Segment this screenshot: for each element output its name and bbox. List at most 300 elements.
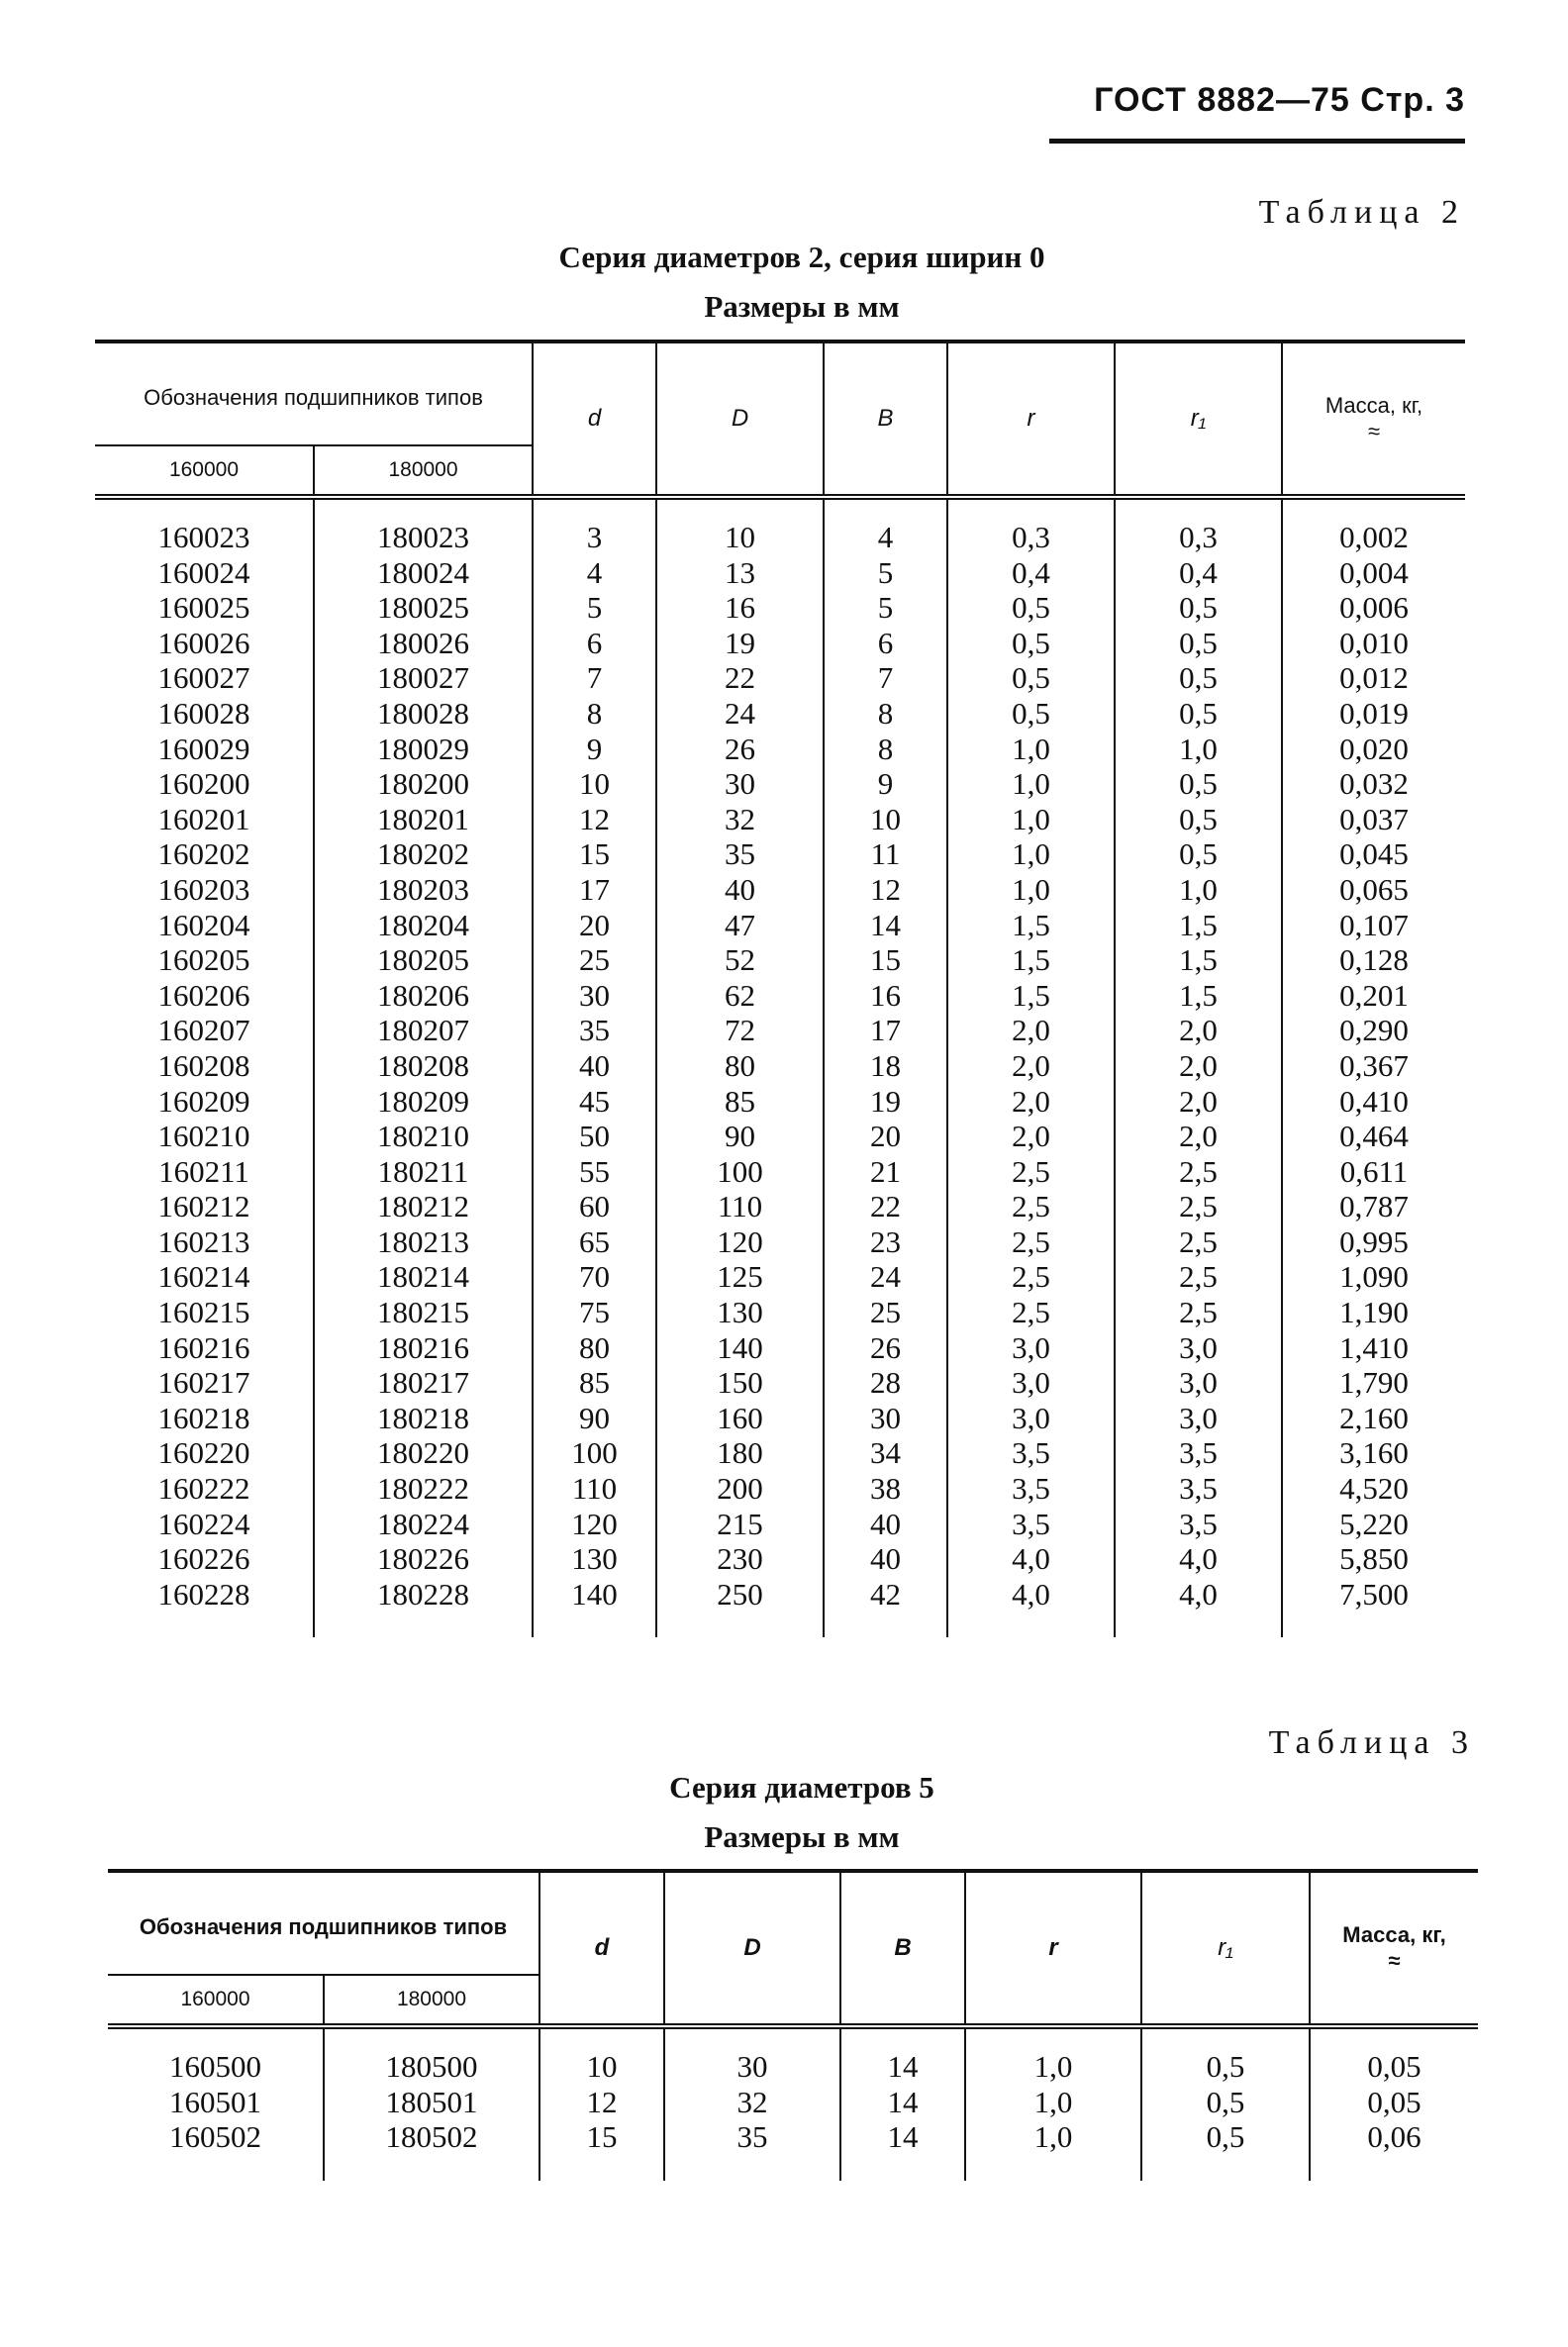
table-row (95, 1507, 1465, 1542)
table2-cell-D: 62 (656, 978, 824, 1014)
table2-cell-r: 2,0 (947, 1084, 1115, 1120)
table2-cell-B: 42 (824, 1577, 947, 1613)
table3 (108, 1869, 1478, 2181)
table2-cell-B: 21 (824, 1154, 947, 1190)
table2-cell-type1: 160208 (157, 1047, 250, 1083)
table2-cell-D: 30 (656, 766, 824, 802)
table2-cell-d: 35 (533, 1013, 656, 1048)
table2-cell-r: 0,4 (947, 555, 1115, 591)
table2-cell-r1: 1,0 (1115, 872, 1282, 908)
table2-col-r1: r₁ (1115, 342, 1282, 497)
table3-cell-d: 15 (539, 2119, 664, 2155)
table2-cell-B: 18 (824, 1048, 947, 1084)
table2-cell-type1: 160206 (157, 977, 250, 1013)
table2-cell-type1: 160213 (157, 1223, 250, 1259)
table2-cell-r1: 2,0 (1115, 1013, 1282, 1048)
table2-cell-type2: 180028 (314, 696, 533, 732)
table2-col-r: r (947, 342, 1115, 497)
table2-cell-d: 50 (533, 1119, 656, 1154)
table2-cell-mass: 0,002 (1282, 520, 1465, 555)
table3-col-type2: 180000 (324, 1975, 539, 2026)
table2-cell-D: 19 (656, 626, 824, 661)
table2-col-B: B (824, 342, 947, 497)
document-reference: ГОСТ 8882—75 Стр. 3 (1094, 81, 1465, 119)
table2-cell-d: 25 (533, 942, 656, 978)
table2-col-mass: Масса, кг, ≈ (1282, 342, 1465, 497)
table2-cell-B: 12 (824, 872, 947, 908)
table3-cell-type1: 160501 (169, 2084, 261, 2119)
table3-cell-type2: 180500 (324, 2049, 539, 2085)
table2-cell-type1: 160026 (157, 625, 250, 660)
table-row (95, 1541, 1465, 1577)
table-row (108, 2119, 1478, 2155)
table2-cell-B: 4 (824, 520, 947, 555)
table2-cell-type1: 160023 (157, 520, 250, 554)
table-row (95, 626, 1465, 661)
table2-cell-r1: 0,5 (1115, 836, 1282, 872)
table-row (108, 2085, 1478, 2120)
table3-cell-type2: 180502 (324, 2119, 539, 2155)
table3-cell-mass: 0,05 (1310, 2049, 1478, 2085)
table2-cell-mass: 1,790 (1282, 1365, 1465, 1401)
table2-cell-r: 1,5 (947, 908, 1115, 943)
table2-cell-d: 17 (533, 872, 656, 908)
table2-cell-type2: 180203 (314, 872, 533, 908)
table2-cell-type2: 180208 (314, 1048, 533, 1084)
table2-cell-mass: 0,611 (1282, 1154, 1465, 1190)
table2-cell-B: 5 (824, 590, 947, 626)
table2-cell-mass: 0,290 (1282, 1013, 1465, 1048)
table2-cell-r: 0,5 (947, 590, 1115, 626)
table-row (95, 590, 1465, 626)
table2-cell-r1: 0,5 (1115, 660, 1282, 696)
table2-cell-D: 47 (656, 908, 824, 943)
table2-cell-B: 40 (824, 1541, 947, 1577)
table2-cell-B: 28 (824, 1365, 947, 1401)
table2-cell-D: 32 (656, 802, 824, 837)
table2-cell-type1: 160201 (157, 801, 250, 836)
table3-cell-mass: 0,06 (1310, 2119, 1478, 2155)
table2-cell-B: 10 (824, 802, 947, 837)
table2-cell-r1: 2,5 (1115, 1154, 1282, 1190)
table2-cell-B: 15 (824, 942, 947, 978)
table2-cell-B: 7 (824, 660, 947, 696)
table2-cell-D: 13 (656, 555, 824, 591)
table2-cell-r1: 3,0 (1115, 1330, 1282, 1366)
table2-cell-B: 24 (824, 1259, 947, 1295)
table2-cell-type2: 180205 (314, 942, 533, 978)
table2-cell-B: 16 (824, 978, 947, 1014)
table3-col-d: d (539, 1871, 664, 2026)
table2-cell-mass: 0,787 (1282, 1189, 1465, 1224)
table3-cell-type2: 180501 (324, 2085, 539, 2120)
table2-cell-B: 22 (824, 1189, 947, 1224)
table2-cell-type2: 180226 (314, 1541, 533, 1577)
table2-cell-mass: 0,006 (1282, 590, 1465, 626)
table2-cell-d: 45 (533, 1084, 656, 1120)
table-row (95, 1330, 1465, 1366)
table2-cell-D: 52 (656, 942, 824, 978)
table2-cell-type2: 180214 (314, 1259, 533, 1295)
table-row (108, 2049, 1478, 2085)
table2-cell-type2: 180200 (314, 766, 533, 802)
table2-cell-r1: 2,5 (1115, 1295, 1282, 1330)
table3-col-mass: Масса, кг, ≈ (1310, 1871, 1478, 2026)
table2-cell-mass: 5,850 (1282, 1541, 1465, 1577)
table3-cell-r: 1,0 (965, 2049, 1141, 2085)
table2-cell-r: 1,0 (947, 766, 1115, 802)
table2-cell-mass: 0,037 (1282, 802, 1465, 837)
table3-col-D: D (664, 1871, 840, 2026)
table2-cell-r: 3,5 (947, 1507, 1115, 1542)
table-row (95, 836, 1465, 872)
table2-cell-r1: 2,0 (1115, 1048, 1282, 1084)
table2-cell-D: 85 (656, 1084, 824, 1120)
table2-col-D: D (656, 342, 824, 497)
table2-cell-type1: 160216 (157, 1329, 250, 1365)
table2-cell-d: 15 (533, 836, 656, 872)
table2-cell-B: 14 (824, 908, 947, 943)
table2-cell-d: 140 (533, 1577, 656, 1613)
table2-cell-r1: 0,5 (1115, 590, 1282, 626)
table2-cell-type2: 180209 (314, 1084, 533, 1120)
table2-cell-type1: 160211 (158, 1153, 249, 1189)
table2-cell-type1: 160224 (157, 1506, 250, 1541)
table2-cell-r: 1,0 (947, 872, 1115, 908)
table2-cell-mass: 3,160 (1282, 1435, 1465, 1471)
table2-cell-r1: 3,0 (1115, 1401, 1282, 1436)
table2-cell-type2: 180215 (314, 1295, 533, 1330)
table2-cell-d: 120 (533, 1507, 656, 1542)
table2-cell-r: 4,0 (947, 1541, 1115, 1577)
table2-cell-type2: 180218 (314, 1401, 533, 1436)
table3-col-type1: 160000 (108, 1975, 324, 2026)
table2-cell-mass: 0,004 (1282, 555, 1465, 591)
table2-cell-d: 7 (533, 660, 656, 696)
table2-cell-r1: 0,5 (1115, 626, 1282, 661)
table2-cell-mass: 1,190 (1282, 1295, 1465, 1330)
table2-cell-type1: 160215 (157, 1295, 250, 1330)
table2-cell-r1: 2,0 (1115, 1084, 1282, 1120)
table2-cell-B: 19 (824, 1084, 947, 1120)
table2-cell-r: 2,5 (947, 1259, 1115, 1295)
table3-col-group-label: Обозначения подшипников типов (139, 1913, 508, 1939)
table2-cell-mass: 0,045 (1282, 836, 1465, 872)
table-row (95, 1224, 1465, 1260)
table2-cell-r: 4,0 (947, 1577, 1115, 1613)
table2-cell-mass: 0,201 (1282, 978, 1465, 1014)
table2-cell-type2: 180217 (314, 1365, 533, 1401)
table2-cell-type2: 180213 (314, 1224, 533, 1260)
table2-cell-r: 2,5 (947, 1154, 1115, 1190)
table3-cell-r1: 0,5 (1141, 2085, 1310, 2120)
table2-cell-D: 150 (656, 1365, 824, 1401)
table2-cell-D: 125 (656, 1259, 824, 1295)
table2-cell-type1: 160228 (157, 1576, 250, 1612)
table-row (95, 908, 1465, 943)
table2-cell-B: 11 (824, 836, 947, 872)
table2-cell-B: 9 (824, 766, 947, 802)
table2-cell-B: 8 (824, 696, 947, 732)
table2-label: Таблица 2 (1258, 194, 1465, 231)
table2 (95, 340, 1465, 1637)
table2-cell-r: 2,5 (947, 1295, 1115, 1330)
table2-cell-D: 250 (656, 1577, 824, 1613)
table-row (95, 1154, 1465, 1190)
table2-cell-r: 2,0 (947, 1119, 1115, 1154)
table2-cell-r1: 0,5 (1115, 696, 1282, 732)
table2-cell-B: 8 (824, 732, 947, 767)
table2-cell-D: 72 (656, 1013, 824, 1048)
table3-cell-B: 14 (840, 2119, 965, 2155)
table2-cell-r: 2,5 (947, 1224, 1115, 1260)
table2-cell-r1: 1,5 (1115, 908, 1282, 943)
table3-cell-r1: 0,5 (1141, 2119, 1310, 2155)
table2-cell-d: 90 (533, 1401, 656, 1436)
table2-cell-type2: 180220 (314, 1435, 533, 1471)
table2-cell-mass: 0,995 (1282, 1224, 1465, 1260)
table-row (95, 1259, 1465, 1295)
table2-cell-d: 6 (533, 626, 656, 661)
table3-label: Таблица 3 (1268, 1724, 1475, 1761)
table2-cell-B: 40 (824, 1507, 947, 1542)
table2-cell-mass: 0,128 (1282, 942, 1465, 978)
table2-cell-D: 110 (656, 1189, 824, 1224)
table-row (95, 696, 1465, 732)
table2-cell-mass: 0,020 (1282, 732, 1465, 767)
table-row (95, 766, 1465, 802)
table2-cell-D: 16 (656, 590, 824, 626)
table2-col-type1: 160000 (95, 445, 314, 497)
table2-cell-d: 100 (533, 1435, 656, 1471)
table3-subtitle: Размеры в мм (704, 1819, 900, 1854)
table2-cell-D: 180 (656, 1435, 824, 1471)
table2-cell-r1: 2,5 (1115, 1259, 1282, 1295)
table2-cell-type2: 180222 (314, 1471, 533, 1507)
table2-cell-r: 3,0 (947, 1330, 1115, 1366)
table2-cell-type1: 160205 (157, 942, 250, 978)
table-row (95, 802, 1465, 837)
table2-cell-mass: 0,107 (1282, 908, 1465, 943)
table2-cell-d: 8 (533, 696, 656, 732)
table2-cell-D: 230 (656, 1541, 824, 1577)
table2-cell-r1: 3,5 (1115, 1435, 1282, 1471)
table2-cell-B: 25 (824, 1295, 947, 1330)
table2-title: Серия диаметров 2, серия ширин 0 (558, 240, 1045, 274)
table2-cell-type2: 180206 (314, 978, 533, 1014)
table2-cell-r1: 2,5 (1115, 1189, 1282, 1224)
table2-cell-r: 1,0 (947, 802, 1115, 837)
table2-cell-type1: 160212 (157, 1189, 250, 1224)
table3-cell-d: 10 (539, 2049, 664, 2085)
table2-cell-d: 40 (533, 1048, 656, 1084)
table2-cell-r1: 1,5 (1115, 978, 1282, 1014)
table2-cell-B: 20 (824, 1119, 947, 1154)
table-row (95, 1048, 1465, 1084)
table2-cell-type1: 160028 (157, 695, 250, 731)
table2-cell-B: 23 (824, 1224, 947, 1260)
table2-cell-type2: 180024 (314, 555, 533, 591)
table-row (95, 1401, 1465, 1436)
table2-cell-r: 2,0 (947, 1013, 1115, 1048)
table2-cell-r: 0,5 (947, 660, 1115, 696)
table-row (95, 978, 1465, 1014)
table-row (95, 1471, 1465, 1507)
table2-cell-mass: 2,160 (1282, 1401, 1465, 1436)
table2-cell-r1: 2,5 (1115, 1224, 1282, 1260)
table-row (95, 1084, 1465, 1120)
table2-cell-type2: 180207 (314, 1013, 533, 1048)
table2-cell-D: 160 (656, 1401, 824, 1436)
table2-cell-type1: 160217 (157, 1365, 250, 1401)
table2-cell-mass: 7,500 (1282, 1577, 1465, 1613)
table2-cell-r1: 0,3 (1115, 520, 1282, 555)
table2-cell-B: 17 (824, 1013, 947, 1048)
table2-cell-d: 70 (533, 1259, 656, 1295)
table-row (95, 1189, 1465, 1224)
table2-cell-r1: 0,5 (1115, 802, 1282, 837)
table2-cell-r1: 3,5 (1115, 1507, 1282, 1542)
table3-cell-B: 14 (840, 2085, 965, 2120)
table2-cell-d: 3 (533, 520, 656, 555)
table2-cell-r1: 3,0 (1115, 1365, 1282, 1401)
header-rule (1049, 139, 1465, 144)
table2-cell-D: 24 (656, 696, 824, 732)
table-row (95, 942, 1465, 978)
table-row (95, 1013, 1465, 1048)
table2-cell-D: 90 (656, 1119, 824, 1154)
table2-cell-mass: 0,464 (1282, 1119, 1465, 1154)
table2-cell-D: 130 (656, 1295, 824, 1330)
table2-body (95, 497, 1465, 1637)
table3-title: Серия диаметров 5 (669, 1770, 934, 1805)
table2-cell-type1: 160204 (157, 907, 250, 942)
table2-cell-type1: 160029 (157, 731, 250, 766)
table-row (95, 660, 1465, 696)
table2-cell-type2: 180025 (314, 590, 533, 626)
table2-cell-B: 5 (824, 555, 947, 591)
table2-cell-type2: 180026 (314, 626, 533, 661)
table2-cell-r: 3,0 (947, 1401, 1115, 1436)
table2-cell-mass: 0,012 (1282, 660, 1465, 696)
table2-cell-type1: 160210 (157, 1119, 250, 1154)
table3-col-B: B (840, 1871, 965, 2026)
table2-cell-r: 3,0 (947, 1365, 1115, 1401)
table2-cell-B: 6 (824, 626, 947, 661)
page-header (1049, 81, 1465, 120)
table2-col-d: d (533, 342, 656, 497)
table2-cell-type2: 180029 (314, 732, 533, 767)
table2-cell-r: 1,0 (947, 732, 1115, 767)
table2-cell-type1: 160218 (157, 1400, 250, 1435)
table2-cell-d: 130 (533, 1541, 656, 1577)
table2-cell-r: 0,3 (947, 520, 1115, 555)
table-row (95, 1295, 1465, 1330)
table2-cell-r: 0,5 (947, 696, 1115, 732)
table2-cell-D: 40 (656, 872, 824, 908)
table2-cell-type2: 180228 (314, 1577, 533, 1613)
table2-cell-D: 120 (656, 1224, 824, 1260)
table2-cell-B: 26 (824, 1330, 947, 1366)
table2-cell-d: 55 (533, 1154, 656, 1190)
table2-cell-r1: 4,0 (1115, 1577, 1282, 1613)
table2-cell-D: 10 (656, 520, 824, 555)
table2-cell-D: 215 (656, 1507, 824, 1542)
table3-cell-r: 1,0 (965, 2085, 1141, 2120)
table2-cell-r: 1,5 (947, 942, 1115, 978)
table-row (95, 1119, 1465, 1154)
table-row (95, 520, 1465, 555)
table2-subtitle: Размеры в мм (704, 289, 900, 324)
table3-cell-type1: 160500 (169, 2049, 261, 2084)
table2-cell-mass: 1,090 (1282, 1259, 1465, 1295)
table-row (95, 732, 1465, 767)
table2-cell-B: 30 (824, 1401, 947, 1436)
table2-cell-D: 80 (656, 1048, 824, 1084)
table2-cell-type1: 160203 (157, 871, 250, 907)
table2-col-type2: 180000 (314, 445, 533, 497)
table2-cell-d: 10 (533, 766, 656, 802)
table2-cell-type1: 160226 (157, 1541, 250, 1577)
table3-cell-type1: 160502 (169, 2119, 261, 2155)
table2-cell-type1: 160027 (157, 660, 250, 696)
table2-cell-d: 75 (533, 1295, 656, 1330)
table-row (95, 1577, 1465, 1613)
table2-cell-type2: 180216 (314, 1330, 533, 1366)
table2-cell-type1: 160207 (157, 1013, 250, 1048)
table2-cell-mass: 0,065 (1282, 872, 1465, 908)
table2-cell-D: 140 (656, 1330, 824, 1366)
table2-cell-type1: 160025 (157, 590, 250, 626)
table2-cell-r: 1,0 (947, 836, 1115, 872)
table2-cell-d: 12 (533, 802, 656, 837)
table2-cell-mass: 0,367 (1282, 1048, 1465, 1084)
table2-cell-type1: 160214 (157, 1259, 250, 1295)
table2-col-group-label: Обозначения подшипников типов (144, 384, 483, 410)
table3-body (108, 2026, 1478, 2181)
table2-cell-type2: 180201 (314, 802, 533, 837)
table2-cell-d: 20 (533, 908, 656, 943)
table2-cell-mass: 4,520 (1282, 1471, 1465, 1507)
table3-cell-B: 14 (840, 2049, 965, 2085)
table2-cell-r1: 3,5 (1115, 1471, 1282, 1507)
table2-cell-type2: 180023 (314, 520, 533, 555)
table3-cell-D: 30 (664, 2049, 840, 2085)
table2-cell-type1: 160220 (157, 1435, 250, 1471)
table2-cell-d: 5 (533, 590, 656, 626)
table2-cell-mass: 1,410 (1282, 1330, 1465, 1366)
table2-cell-r1: 1,0 (1115, 732, 1282, 767)
table2-col-group-header (95, 342, 533, 445)
table2-cell-r1: 1,5 (1115, 942, 1282, 978)
table-row (95, 872, 1465, 908)
table-row (95, 1365, 1465, 1401)
table2-cell-type2: 180210 (314, 1119, 533, 1154)
table2-cell-mass: 0,019 (1282, 696, 1465, 732)
table2-cell-mass: 5,220 (1282, 1507, 1465, 1542)
table2-cell-mass: 0,032 (1282, 766, 1465, 802)
table2-cell-r: 2,5 (947, 1189, 1115, 1224)
table2-cell-r: 3,5 (947, 1435, 1115, 1471)
table2-cell-r1: 4,0 (1115, 1541, 1282, 1577)
table2-cell-D: 26 (656, 732, 824, 767)
table2-cell-d: 85 (533, 1365, 656, 1401)
table3-col-r1: r₁ (1141, 1871, 1310, 2026)
table2-cell-d: 30 (533, 978, 656, 1014)
table2-cell-type2: 180202 (314, 836, 533, 872)
table2-cell-r1: 0,5 (1115, 766, 1282, 802)
table2-cell-r: 0,5 (947, 626, 1115, 661)
